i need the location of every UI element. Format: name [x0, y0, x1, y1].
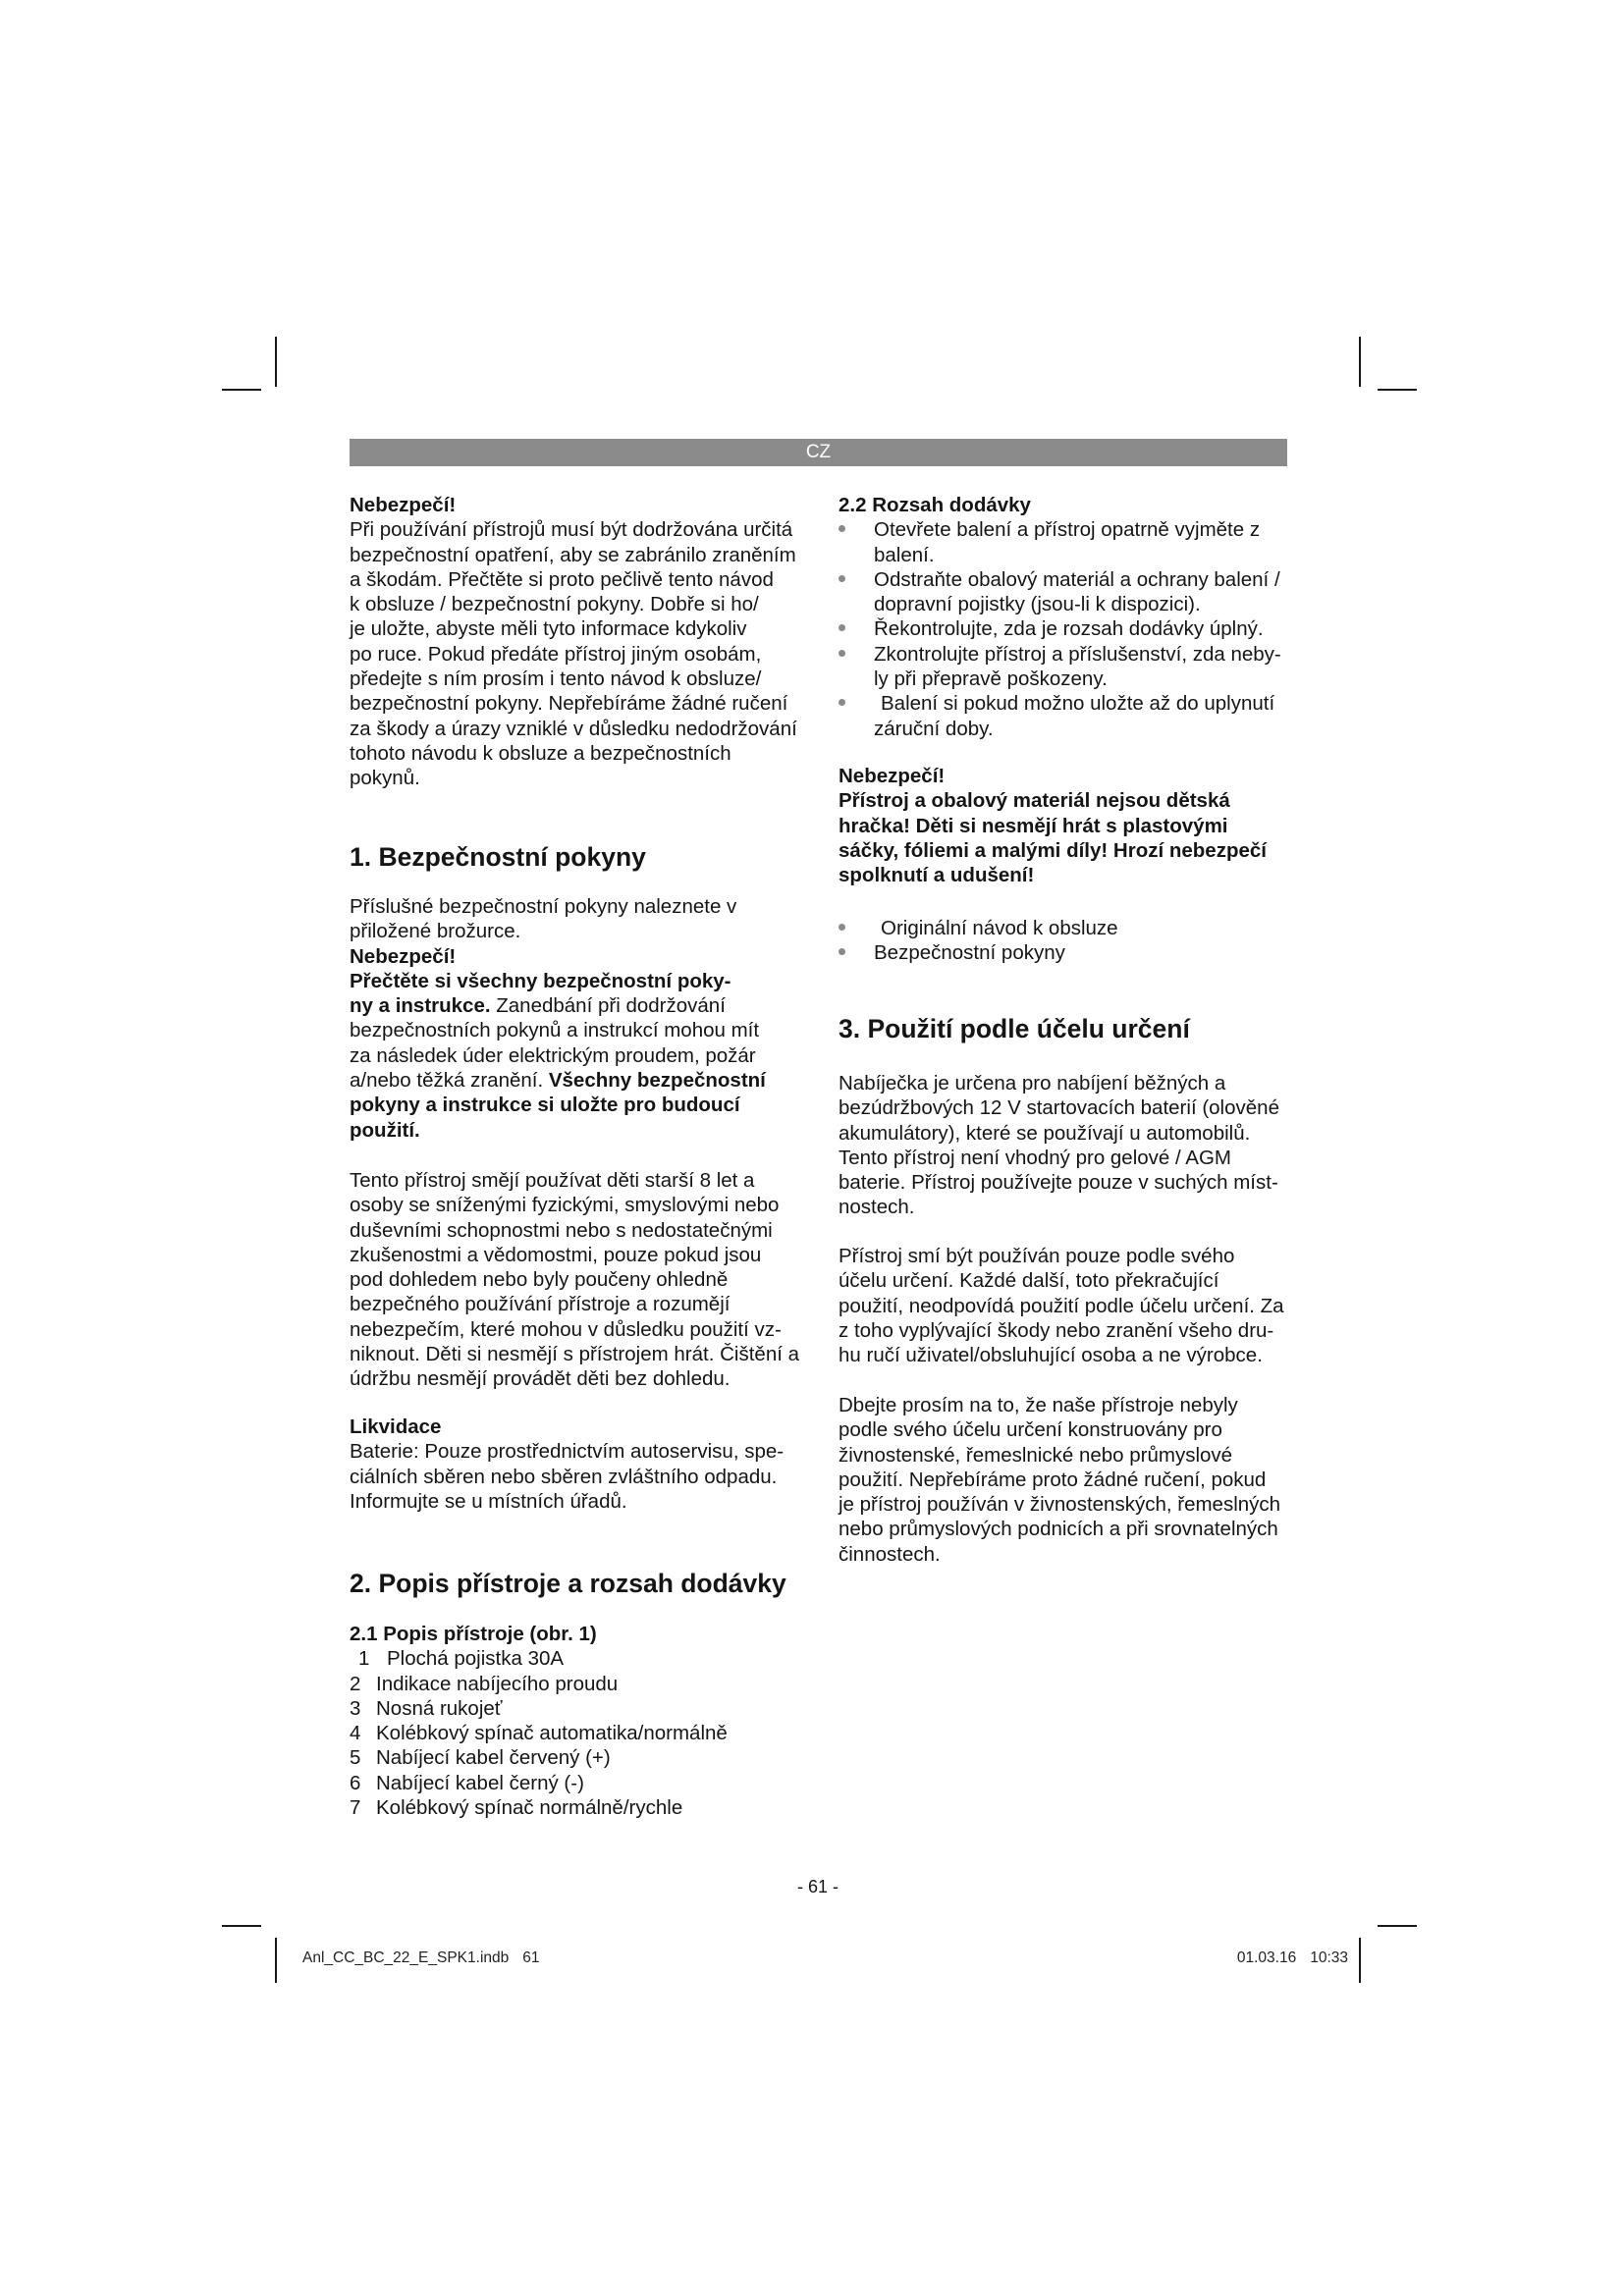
bullet-text: Otevřete balení a přístroj opatrně vyjměte z [874, 518, 1261, 542]
delivery-scope-block [839, 493, 1288, 741]
bullet-item [839, 616, 1288, 641]
language-code: CZ [805, 442, 832, 462]
text-line: a škodám. Přečtěte si proto pečlivě tento návod [350, 567, 774, 591]
item-label: Nabíjecí kabel červený (+) [376, 1746, 611, 1770]
text-line: z toho vyplývající škody nebo zranění všeho dru- [839, 1318, 1274, 1342]
text-line: předejte s ním prosím i tento návod k obsluze/ [350, 667, 762, 691]
bullet-text: Zkontrolujte přístroj a příslušenství, zda neby- [874, 642, 1281, 666]
crop-mark-top-left-vertical [275, 337, 277, 387]
item-label: Plochá pojistka 30A [387, 1647, 565, 1671]
item-number: 1 [358, 1647, 370, 1671]
text-line: niknout. Děti si nesmějí s přístrojem hrát. Čištění a [350, 1343, 800, 1366]
text-line: Baterie: Pouze prostřednictvím autoservisu, spe- [350, 1440, 785, 1464]
text-line: hu ručí uživatel/obsluhující osoba a ne výrobce. [839, 1344, 1263, 1367]
disposal-block [350, 1415, 803, 1514]
children-usage-paragraph [350, 1168, 803, 1392]
text-line: sáčky, fóliemi a malými díly! Hrozí nebezpečí [839, 838, 1267, 862]
crop-mark-bottom-right-vertical [1359, 1938, 1361, 1983]
footer-file-page: 61 [522, 1949, 540, 1966]
text-line: hračka! Děti si nesmějí hrát s plastovými [839, 814, 1228, 837]
text-line: akumulátory), které se používají u automobilů. [839, 1121, 1251, 1145]
text-line: tohoto návodu k obsluze a bezpečnostních [350, 741, 731, 765]
parts-list-item [350, 1745, 803, 1770]
parts-list-item [350, 1721, 803, 1745]
intended-use-paragraph-2 [839, 1244, 1288, 1367]
bullet-continuation: dopravní pojistky (jsou-li k dispozici). [874, 593, 1201, 616]
bullet-continuation: balení. [874, 543, 935, 566]
text-line: po ruce. Pokud předáte přístroj jiným osobám, [350, 642, 762, 666]
bullet-icon [839, 924, 845, 931]
bullet-text: Bezpečnostní pokyny [874, 941, 1065, 965]
text-line: použití, neodpovídá použití podle účelu určení. Za [839, 1294, 1284, 1317]
disposal-title: Likvidace [350, 1415, 442, 1438]
text-line: duševními schopnostmi nebo s nedostatečnými [350, 1218, 773, 1242]
crop-mark-bottom-left-vertical [275, 1938, 277, 1983]
bullet-item [839, 517, 1288, 542]
bullet-continuation: ly při přepravě poškozeny. [874, 667, 1108, 691]
footer-time: 10:33 [1310, 1949, 1348, 1966]
text-line: je přístroj používán v živnostenských, řemeslných [839, 1493, 1281, 1517]
text-line: nebo průmyslových podnicích a při srovnatelných [839, 1518, 1278, 1541]
bullet-text: Originální návod k obsluze [881, 917, 1118, 939]
intended-use-paragraph-3 [839, 1393, 1288, 1567]
item-label: Nabíjecí kabel černý (-) [376, 1771, 584, 1794]
text-line: k obsluze / bezpečnostní pokyny. Dobře si ho/ [350, 593, 759, 616]
bullet-icon [839, 575, 845, 582]
bullet-item [839, 567, 1288, 592]
text-line: nebezpečím, které mohou v důsledku použití vz- [350, 1317, 782, 1341]
text-line: Nabíječka je určena pro nabíjení běžných a [839, 1072, 1226, 1095]
text-line: pokynů. [350, 767, 420, 790]
section-2-heading: 2. Popis přístroje a rozsah dodávky [350, 1569, 786, 1598]
bullet-text: Řekontrolujte, zda je rozsah dodávky úplný. [874, 617, 1264, 641]
text-line: přiložené brožurce. [350, 920, 521, 943]
text-line: pokyny a instrukce si uložte pro budoucí [350, 1094, 740, 1117]
bullet-item [839, 642, 1288, 667]
bullet-item [839, 940, 1288, 965]
text-line: bezpečnostních pokynů a instrukcí mohou mít [350, 1019, 760, 1042]
text-line: spolknutí a udušení! [839, 864, 1035, 887]
text-line: nostech. [839, 1196, 915, 1219]
footer-file-name: Anl_CC_BC_22_E_SPK1.indb [302, 1949, 510, 1966]
section-1-heading: 1. Bezpečnostní pokyny [350, 842, 646, 872]
bold-text: ny a instrukce. [350, 994, 491, 1018]
parts-list-item [350, 1795, 803, 1820]
item-number: 3 [350, 1696, 361, 1720]
footer-date: 01.03.16 [1236, 1949, 1297, 1966]
text-line: je uložte, abyste měli tyto informace kdykoliv [350, 617, 747, 641]
text-line: účelu určení. Každé další, toto překračující [839, 1269, 1219, 1293]
regular-text: a/nebo těžká zranění. [350, 1069, 549, 1093]
text-line: živnostenské, řemeslnické nebo průmyslové [839, 1443, 1233, 1467]
bullet-text: Balení si pokud možno uložte až do uplynutí [881, 692, 1275, 716]
crop-mark-top-right-vertical [1359, 337, 1361, 387]
page-number: - 61 - [796, 1877, 839, 1896]
item-label: Kolébkový spínač normálně/rychle [376, 1796, 683, 1820]
language-header-bar [350, 439, 1287, 466]
device-description-block [350, 1622, 803, 1820]
text-line: Při používání přístrojů musí být dodržována určitá [350, 518, 793, 542]
item-number: 2 [350, 1672, 361, 1695]
text-line: bezúdržbových 12 V startovacích baterií (olověné [839, 1096, 1279, 1120]
item-label: Indikace nabíjecího proudu [376, 1672, 619, 1695]
crop-mark-top-left-horizontal [222, 389, 261, 391]
crop-mark-bottom-left-horizontal [222, 1925, 261, 1927]
item-label: Kolébkový spínač automatika/normálně [376, 1722, 728, 1745]
crop-mark-top-right-horizontal [1378, 389, 1417, 391]
crop-mark-bottom-right-horizontal [1378, 1925, 1417, 1927]
text-line: osoby se sníženými fyzickými, smyslovými nebo [350, 1194, 780, 1217]
text-line: použití. [350, 1118, 420, 1142]
text-line: činnostech. [839, 1542, 941, 1566]
bullet-icon [839, 699, 845, 706]
section-3-heading: 3. Použití podle účelu určení [839, 1014, 1190, 1043]
text-line: zkušenostmi a vědomostmi, pouze pokud jsou [350, 1243, 762, 1266]
item-number: 6 [350, 1771, 361, 1794]
item-number: 4 [350, 1722, 361, 1745]
text-line: Dbejte prosím na to, že naše přístroje nebyly [839, 1394, 1238, 1416]
safety-instructions-block [350, 894, 803, 1143]
text-line: pod dohledem nebo byly poučeny ohledně [350, 1268, 729, 1292]
parts-list-item [350, 1672, 803, 1696]
text-line: ciálních sběren nebo sběren zvláštního odpadu. [350, 1465, 778, 1488]
text-line: Přístroj a obalový materiál nejsou dětská [839, 789, 1230, 813]
intended-use-paragraph-1 [839, 1071, 1288, 1220]
footer-timestamp [1237, 1949, 1348, 1968]
text-line: baterie. Přístroj používejte pouze v suchých míst- [839, 1171, 1278, 1195]
footer-file-info [302, 1949, 540, 1968]
bullet-icon [839, 525, 845, 532]
item-number: 5 [350, 1746, 361, 1770]
text-line: Přístroj smí být používán pouze podle svého [839, 1245, 1235, 1267]
bullet-text: Odstraňte obalový materiál a ochrany balení / [874, 567, 1280, 591]
bullet-continuation: záruční doby. [874, 717, 994, 740]
parts-list-item [350, 1696, 803, 1721]
text-line: údržbu nesmějí provádět děti bez dohledu. [350, 1367, 731, 1391]
text-line: Přečtěte si všechny bezpečnostní poky- [350, 969, 731, 992]
subsection-2-1-title: 2.1 Popis přístroje (obr. 1) [350, 1623, 597, 1645]
subsection-2-2-title: 2.2 Rozsah dodávky [839, 494, 1031, 516]
item-label: Nosná rukojeť [376, 1696, 503, 1720]
bullet-icon [839, 650, 845, 657]
danger-title: Nebezpečí! [350, 494, 457, 516]
regular-text: Zanedbání při dodržování [490, 994, 726, 1018]
bullet-icon [839, 948, 845, 955]
danger-title: Nebezpečí! [839, 765, 946, 787]
item-number: 7 [350, 1796, 361, 1820]
text-line [350, 993, 803, 1018]
bullet-item [839, 916, 1288, 940]
danger-intro-block [350, 493, 803, 791]
bullet-icon [839, 624, 845, 631]
danger-title: Nebezpečí! [350, 944, 457, 968]
text-line [350, 1068, 803, 1093]
text-line: Příslušné bezpečnostní pokyny naleznete v [350, 895, 737, 918]
text-line: Tento přístroj smějí používat děti starší 8 let a [350, 1169, 755, 1192]
text-line: za škody a úrazy vzniklé v důsledku nedodržování [350, 717, 797, 740]
text-line: bezpečnostní pokyny. Nepřebíráme žádné ručení [350, 692, 788, 716]
bold-text: Všechny bezpečnostní [548, 1069, 766, 1093]
text-line: použití. Nepřebíráme proto žádné ručení, pokud [839, 1468, 1267, 1491]
included-documents-list [839, 916, 1288, 966]
parts-list-item [350, 1646, 803, 1671]
text-line: podle svého účelu určení konstruovány pro [839, 1418, 1222, 1442]
text-line: bezpečnostní opatření, aby se zabránilo zraněním [350, 543, 796, 566]
text-line: Tento přístroj není vhodný pro gelové / AGM [839, 1146, 1231, 1169]
text-line: Informujte se u místních úřadů. [350, 1489, 627, 1513]
text-line: za následek úder elektrickým proudem, požár [350, 1043, 756, 1067]
text-line: bezpečného používání přístroje a rozumějí [350, 1293, 731, 1316]
bullet-item [839, 691, 1288, 716]
packaging-danger-block [839, 764, 1288, 887]
parts-list-item [350, 1771, 803, 1795]
